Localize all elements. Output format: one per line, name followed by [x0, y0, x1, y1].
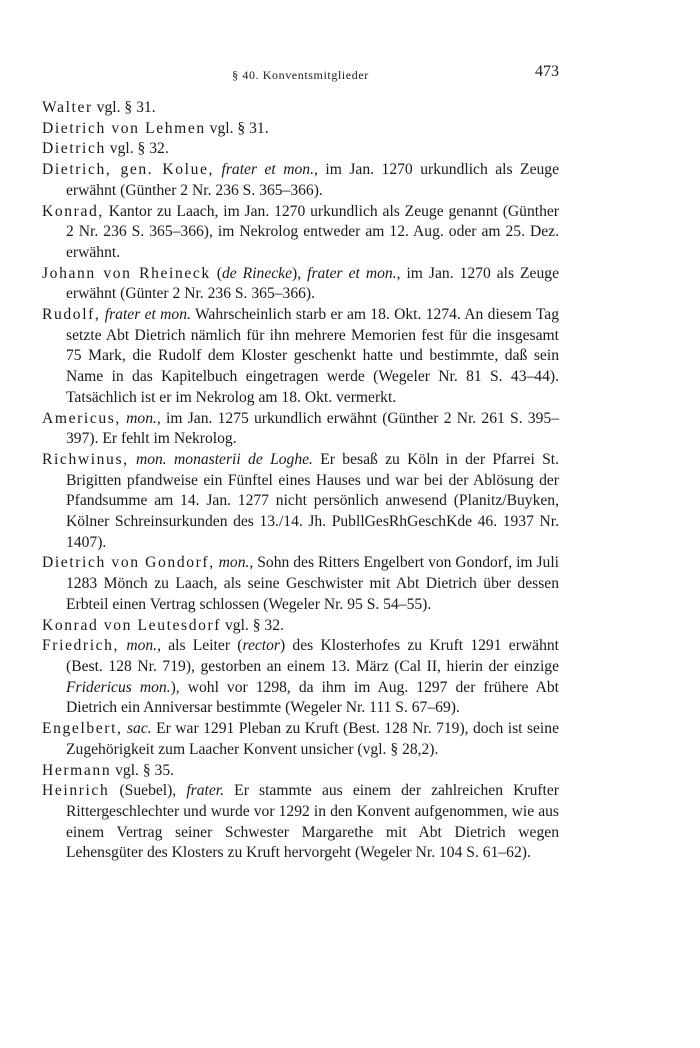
entry-text: ( — [210, 264, 222, 282]
entry-rudolf — [42, 305, 559, 409]
entry-name: Heinrich — [42, 782, 110, 800]
page-number: 473 — [535, 63, 559, 80]
entry-name: Konrad von Leutesdorf — [42, 616, 222, 634]
entry-text: (Suebel), — [109, 782, 187, 800]
entry-text: Kantor zu Laach, im Jan. 1270 urkundlich als Zeuge genannt (Günther 2 Nr. 236 S. 365–366), im Nekrolog entweder am 12. Aug. oder am 25. Dez. erwähnt. — [66, 202, 559, 261]
entry-text: Er war 1291 Pleban zu Kruft (Best. 128 Nr. 719), doch ist seine Zugehörigkeit zum Laacher Konvent unsicher (vgl. § 28,2). — [66, 720, 559, 758]
entry-text: , als Leiter ( — [157, 637, 243, 655]
entry-text: Er besaß zu Köln in der Pfarrei St. Brigitten pfandweise ein Fünftel eines Hauses und war bei der Ablösung der Pfandsumme am 14. Jan. 1277 nicht persönlich anwesend (Planitz/Buyken, Kölner Schreinsurkunden des 13./14. Jh. PubllGesRhGeschKde 46. 1937 Nr. 1407). — [66, 450, 559, 551]
entry-text: vgl. § 35. — [111, 761, 175, 779]
entry-name: Dietrich, gen. Kolue, — [42, 161, 214, 179]
entry-text: , im Jan. 1270 urkundlich als Zeuge erwähnt (Günther 2 Nr. 236 S. 365–366). — [66, 161, 560, 199]
entry-hermann — [42, 761, 559, 782]
entry-text: vgl. § 32. — [221, 616, 284, 634]
entry-richwinus — [42, 450, 559, 554]
entry-konrad-kantor — [42, 202, 559, 264]
entry-list — [42, 98, 559, 864]
entry-konrad-von-leutesdorf — [42, 616, 559, 637]
entry-name: Walter — [42, 99, 93, 116]
entry-latin-term: Fridericus mon. — [66, 678, 171, 696]
entry-text: Wahrscheinlich starb er am 18. Okt. 1274. An diesem Tag setzte Abt Dietrich nämlich für ihn mehrere Memorien fest für die insgesamt 75 Mark, die Rudolf dem Kloster geschenkt hatte und bestimmte, daß sein Name in das Kapitelbuch eingetragen werde (Wegeler Nr. 81 S. 43–44). Tatsächlich ist er im Nekrolog am 18. Okt. vermerkt. — [66, 306, 560, 406]
entry-text — [129, 451, 136, 468]
entry-name: Engelbert, — [42, 720, 123, 738]
entry-latin-term: sac. — [126, 720, 152, 738]
entry-dietrich-kolue — [42, 160, 559, 201]
entry-walter — [42, 98, 559, 119]
entry-name: Richwinus, — [42, 450, 129, 468]
entry-latin-term: frater et mon. — [104, 306, 191, 324]
entry-dietrich-von-gondorf — [42, 553, 559, 615]
entry-name: Konrad, — [42, 202, 104, 220]
entry-name: Friedrich, — [42, 637, 120, 655]
entry-johann-von-rheineck — [42, 264, 559, 305]
entry-name: Hermann — [42, 761, 112, 779]
entry-text: vgl. § 31. — [92, 99, 156, 116]
entry-text: , im Jan. 1275 urkundlich erwähnt (Günther 2 Nr. 261 S. 395–397). Er fehlt im Nekrolog. — [66, 409, 559, 448]
entry-text: ), wohl vor 1298, da ihm im Aug. 1297 der frühere Abt Dietrich ein Anniversar bestimmte (Wegeler Nr. 111 S. 67–69). — [66, 678, 559, 717]
entry-dietrich-von-lehmen — [42, 119, 559, 140]
entry-text: ), — [292, 264, 308, 282]
entry-latin-term: frater. — [186, 782, 225, 800]
entry-heinrich-suebel — [42, 781, 559, 864]
entry-latin-term: mon. monasterii de Loghe. — [135, 450, 313, 468]
entry-latin-term: rector — [242, 637, 280, 655]
entry-text: Er stammte aus einem der zahlreichen Krufter Rittergeschlechter und wurde vor 1292 in den Konvent aufgenommen, wie aus einem Vertrag seiner Schwester Margarethe mit Abt Dietrich wegen Lehensgüter des Klosters zu Kruft hervorgeht (Wegeler Nr. 104 S. 61–62). — [66, 782, 559, 862]
entry-text: vgl. § 31. — [205, 119, 269, 137]
entry-text: vgl. § 32. — [105, 140, 169, 158]
entry-latin-term: mon. — [126, 409, 157, 427]
entry-text: , im Jan. 1270 als Zeuge erwähnt (Günter 2 Nr. 236 S. 365–366). — [66, 264, 559, 303]
entry-text: ) des Klosterhofes zu Kruft 1291 erwähnt (Best. 128 Nr. 719), gestorben an einem 13. März (Cal II, hierin der einzige — [66, 637, 559, 675]
entry-name: Dietrich von Gondorf, — [42, 554, 215, 572]
entry-friedrich — [42, 636, 559, 719]
entry-name: Americus, — [42, 409, 121, 427]
entry-name: Dietrich — [42, 140, 106, 158]
entry-latin-term: frater et mon. — [307, 264, 397, 282]
entry-name: Johann von Rheineck — [42, 264, 211, 282]
entry-dietrich — [42, 139, 559, 160]
entry-latin-term: mon. — [218, 554, 250, 572]
entry-latin-term: de Rinecke — [221, 264, 293, 282]
entry-text: , Sohn des Ritters Engelbert von Gondorf, im Juli 1283 Mönch zu Laach, als seine Geschwister mit Abt Dietrich über dessen Erbteil einen Vertrag schlossen (Wegeler Nr. 95 S. 54–55). — [66, 554, 559, 613]
entry-name: Rudolf, — [42, 306, 101, 324]
entry-americus — [42, 409, 559, 450]
entry-text — [214, 161, 222, 178]
entry-engelbert — [42, 719, 559, 760]
entry-latin-term: mon. — [126, 637, 158, 655]
entry-name: Dietrich von Lehmen — [42, 119, 206, 137]
entry-latin-term: frater et mon. — [221, 161, 315, 179]
running-title: § 40. Konventsmitglieder — [232, 68, 369, 82]
